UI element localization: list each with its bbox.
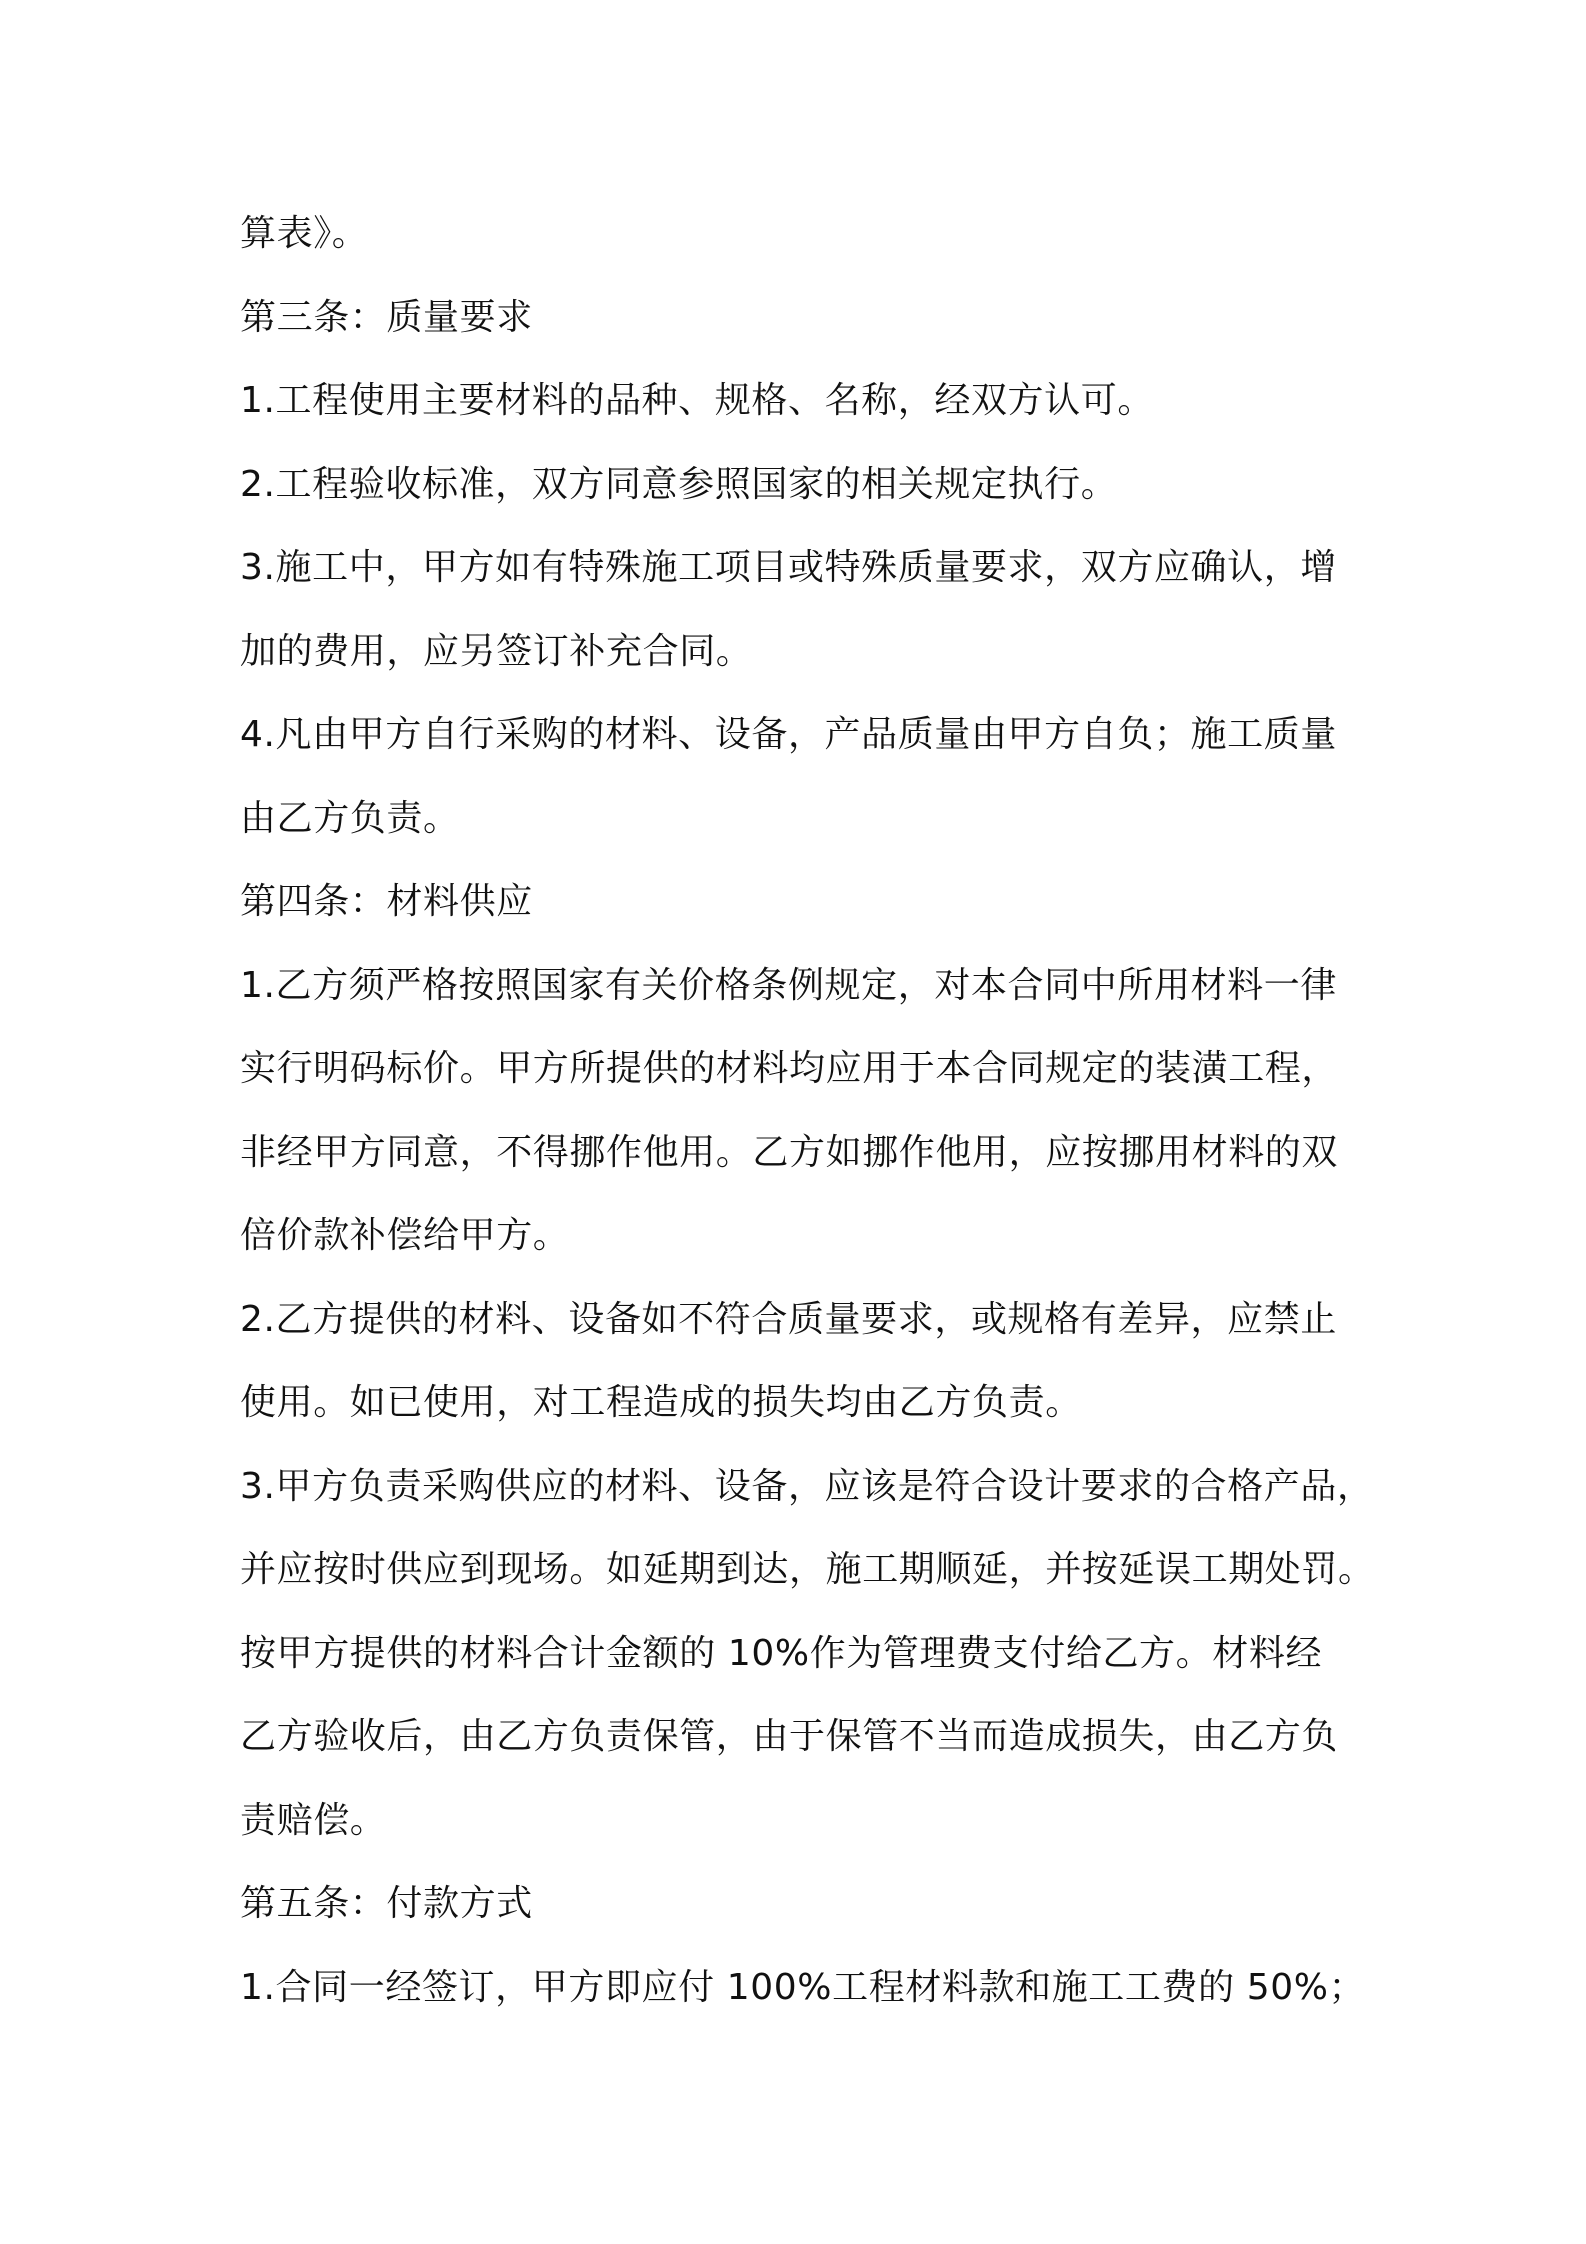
text-line: 1.工程使用主要材料的品种、规格、名称，经双方认可。 [240,380,1154,421]
text-line: 使用。如已使用，对工程造成的损失均由乙方负责。 [240,1382,1082,1423]
document-body [240,192,1375,2029]
text-line: 非经甲方同意，不得挪作他用。乙方如挪作他用，应按挪用材料的双 [240,1131,1339,1173]
text-line: 由乙方负责。 [240,797,460,839]
text-line: 3.甲方负责采购供应的材料、设备，应该是符合设计要求的合格产品， [240,1465,1374,1507]
text-line: 乙方验收后，由乙方负责保管，由于保管不当而造成损失，由乙方负 [240,1716,1339,1757]
text-line: 实行明码标价。甲方所提供的材料均应用于本合同规定的装潢工程， [240,1048,1339,1089]
section-heading-article-5: 第五条：付款方式 [240,1883,533,1924]
text-line: 4.凡由甲方自行采购的材料、设备，产品质量由甲方自负；施工质量 [240,714,1337,755]
text-line: 2.乙方提供的材料、设备如不符合质量要求，或规格有差异，应禁止 [240,1298,1337,1340]
section-heading-article-3: 第三条：质量要求 [240,296,533,338]
text-line: 倍价款补偿给甲方。 [240,1215,570,1256]
section-heading-article-4: 第四条：材料供应 [240,881,533,922]
text-line: 3.施工中，甲方如有特殊施工项目或特殊质量要求，双方应确认，增 [240,547,1337,588]
text-line: 并应按时供应到现场。如延期到达，施工期顺延，并按延误工期处罚。 [240,1549,1375,1590]
text-line: 1.乙方须严格按照国家有关价格条例规定，对本合同中所用材料一律 [240,964,1337,1006]
text-line: 责赔偿。 [240,1799,387,1841]
text-line: 按甲方提供的材料合计金额的 10%作为管理费支付给乙方。材料经 [240,1632,1323,1674]
text-line: 2.工程验收标准，双方同意参照国家的相关规定执行。 [240,463,1118,505]
text-line: 加的费用，应另签订补充合同。 [240,630,753,672]
text-line-continuation: 算表》。 [240,213,369,254]
text-line: 1.合同一经签订，甲方即应付 100%工程材料款和施工工费的 50%； [240,1966,1366,2008]
